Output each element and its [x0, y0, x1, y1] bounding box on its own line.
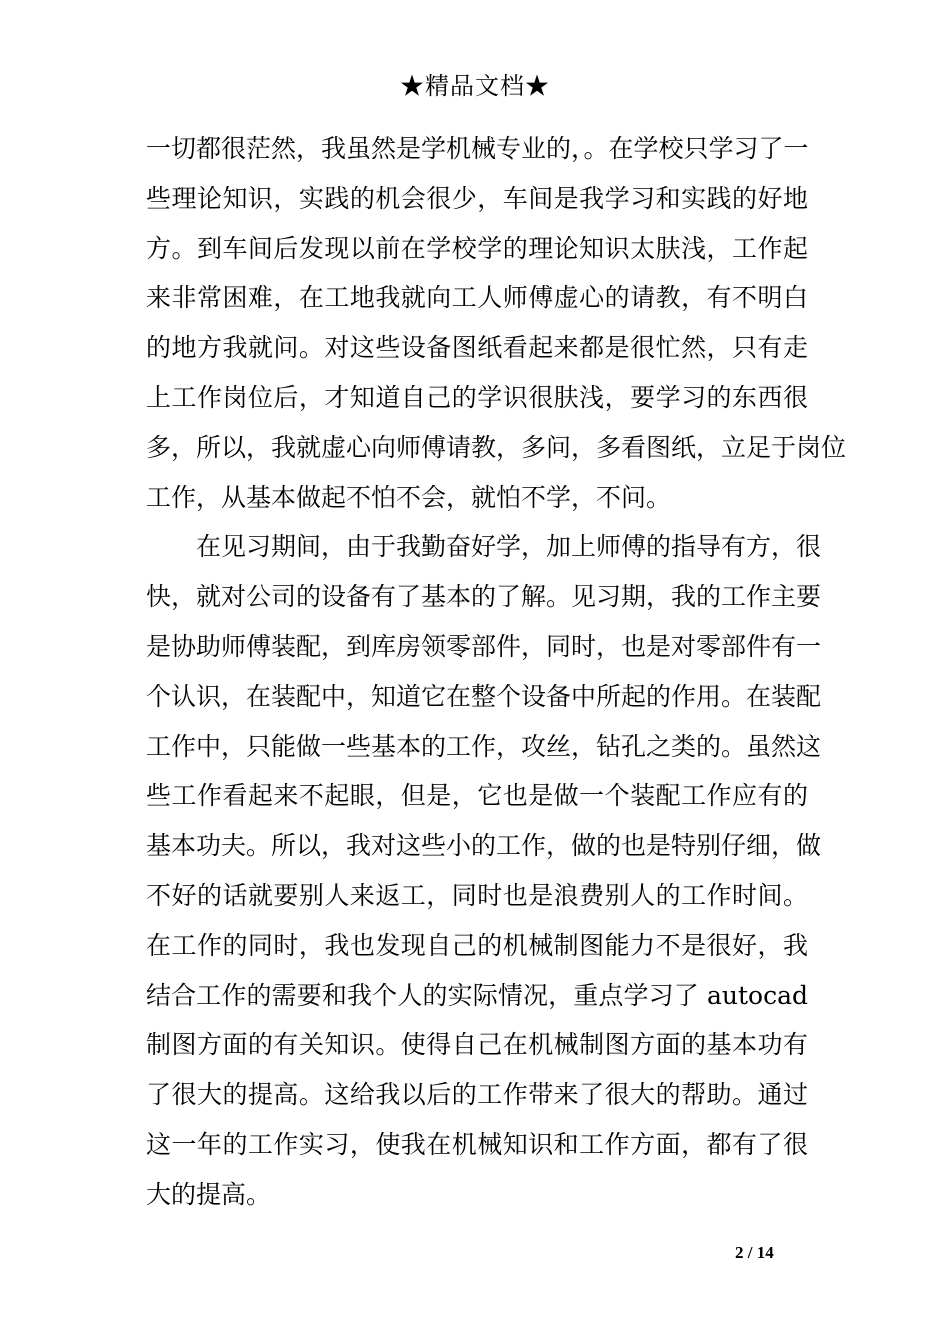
text-line: 结合工作的需要和我个人的实际情况，重点学习了 autocad — [146, 980, 808, 1010]
text-line: 工作，从基本做起不怕不会，就怕不学，不问。 — [146, 482, 672, 512]
text-line: 是协助师傅装配，到库房领零部件，同时，也是对零部件有一 — [146, 631, 822, 661]
text-line: 快，就对公司的设备有了基本的了解。见习期，我的工作主要 — [146, 582, 822, 612]
text-line: 一切都很茫然，我虽然是学机械专业的，。在学校只学习了一 — [146, 134, 809, 163]
text-line: 个认识，在装配中，知道它在整个设备中所起的作用。在装配 — [146, 681, 822, 711]
text-line: 些工作看起来不起眼，但是，它也是做一个装配工作应有的 — [146, 781, 808, 811]
text-line: 来非常困难，在工地我就向工人师傅虚心的请教，有不明白 — [146, 283, 808, 313]
text-line: 的地方我就问。对这些设备图纸看起来都是很忙然，只有走 — [146, 333, 808, 363]
text-line: 大的提高。 — [146, 1179, 272, 1209]
paragraph-first-line: 在见习期间，由于我勤奋好学，加上师傅的指导有方，很 — [196, 532, 822, 562]
text-line: 了很大的提高。这给我以后的工作带来了很大的帮助。通过 — [146, 1080, 808, 1110]
header-title: ★精品文档★ — [400, 72, 550, 100]
text-line: 方。到车间后发现以前在学校学的理论知识太肤浅，工作起 — [146, 233, 808, 263]
text-line: 不好的话就要别人来返工，同时也是浪费别人的工作时间。 — [146, 880, 808, 910]
text-line: 些理论知识，实践的机会很少，车间是我学习和实践的好地 — [146, 183, 808, 213]
body-text — [146, 124, 847, 1220]
text-line: 这一年的工作实习，使我在机械知识和工作方面，都有了很 — [146, 1129, 808, 1159]
text-line: 上工作岗位后，才知道自己的学识很肤浅，要学习的东西很 — [146, 382, 808, 412]
text-line: 多，所以，我就虚心向师傅请教，多问，多看图纸，立足于岗位 — [146, 432, 847, 462]
page-number: 2 / 14 — [735, 1243, 774, 1262]
text-line: 在工作的同时，我也发现自己的机械制图能力不是很好，我 — [146, 930, 808, 960]
text-line: 制图方面的有关知识。使得自己在机械制图方面的基本功有 — [146, 1030, 808, 1060]
text-line: 工作中，只能做一些基本的工作，攻丝，钻孔之类的。虽然这 — [146, 731, 822, 761]
text-line: 基本功夫。所以，我对这些小的工作，做的也是特别仔细，做 — [146, 831, 822, 861]
